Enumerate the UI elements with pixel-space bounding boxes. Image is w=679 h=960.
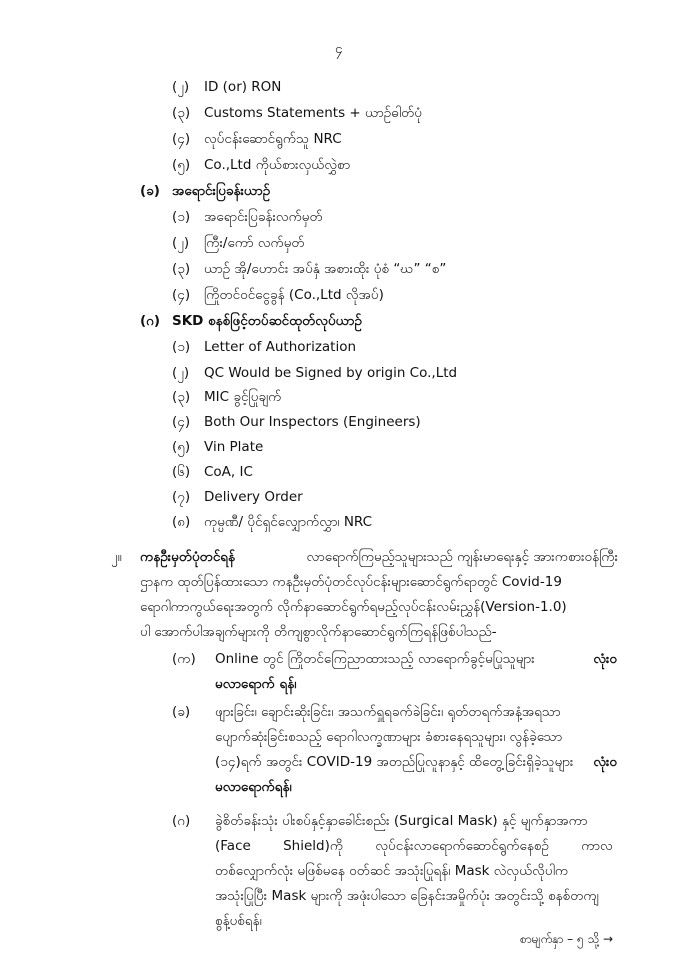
sub-item-line (215, 650, 617, 668)
page-footer (520, 930, 613, 948)
list-item-text: MIC ခွင့်ပြုချက် (204, 389, 282, 405)
sub-item-text: (၁၄)ရက် အတွင်း COVID-19 အတည်ပြုလူနာနှင့် ထိတွေ့ခြင်းရှိခဲ့သူများ (215, 754, 574, 770)
sub-item-line: စွန့်ပစ်ရန်၊ (215, 913, 262, 929)
list-item-number: (၅) (172, 157, 191, 173)
list-item-text: လုပ်ငန်းဆောင်ရွက်သူ NRC (204, 131, 342, 147)
sub-item-text: Online တွင် ကြိုတင်ကြေညာထားသည့် လာရောက်ခွင့်မပြုသူများ (215, 651, 535, 667)
page-number: ၄ (335, 41, 343, 57)
list-item-text: အရောင်းပြခန်းလက်မှတ် (204, 209, 323, 225)
list-item-number: (၂) (172, 235, 190, 251)
list-item-number: (၇) (172, 489, 191, 505)
sub-item-emphasis: လုံးဝ (593, 651, 617, 667)
list-item-number: (၁) (172, 209, 191, 225)
section-number: (ခ) (140, 183, 160, 199)
list-item-number: (၄) (172, 131, 191, 147)
sub-item-line (215, 753, 617, 771)
sub-item-number: (ခ) (172, 704, 191, 720)
paragraph-line: ရောဂါကာကွယ်ရေးအတွက် လိုက်နာဆောင်ရွက်ရမည့်လုပ်ငန်းလမ်းညွှန်(Version-1.0) (140, 599, 567, 615)
list-item-text: ကြိုတင်ဝင်ငွေခွန် (Co.,Ltd လိုအပ်) (204, 287, 384, 303)
paragraph-line (140, 548, 618, 566)
section-number: (ဂ) (140, 313, 161, 329)
paragraph-text: လာရောက်ကြမည့်သူများသည် ကျန်းမာရေးနှင့် အားကစားဝန်ကြီး (306, 549, 618, 565)
sub-item-number: (က) (172, 651, 196, 667)
sub-item-line: ခွဲစိတ်ခန်းသုံး ပါးစပ်နှင့်နှာခေါင်းစည်း (Surgical Mask) နှင့် မျက်နှာအကာ (215, 813, 588, 829)
list-item-text: CoA, IC (204, 464, 253, 480)
list-item-text: Vin Plate (204, 439, 264, 455)
list-item-text: Customs Statements + ယာဉ်ဓါတ်ပုံ (204, 105, 422, 121)
list-item-number: (၄) (172, 287, 191, 303)
list-item-number: (၃) (172, 389, 191, 405)
sub-item-text: (Face Shield)ကို လုပ်ငန်းလာရောက်ဆောင်ရွက်နေစဉ် ကာလ (215, 838, 613, 854)
sub-item-number: (ဂ) (172, 813, 191, 829)
list-item-text: QC Would be Signed by origin Co.,Ltd (204, 365, 458, 381)
list-item-text: ကုမ္ပဏီ/ ပိုင်ရှင်လျှောက်လွှာ၊ NRC (204, 514, 373, 530)
list-item-text: Both Our Inspectors (Engineers) (204, 414, 421, 430)
list-item-text: ID (or) RON (204, 79, 282, 95)
paragraph-number: ၂။ (111, 549, 122, 565)
list-item-number: (၂) (172, 79, 190, 95)
list-item-number: (၂) (172, 365, 190, 381)
list-item-text: ကြီး/ကော် လက်မှတ် (204, 235, 305, 251)
sub-item-line: ပျောက်ဆုံးခြင်းစသည့် ရောဂါလက္ခဏာများ ခံစားနေရသူများ၊ လွန်ခဲ့သော (215, 729, 563, 745)
sub-item-line (215, 837, 617, 855)
list-item-number: (၈) (172, 514, 191, 530)
list-item-number: (၄) (172, 414, 191, 430)
sub-item-emphasis: လုံးဝ (593, 754, 617, 770)
sub-item-emphasis: မလာရောက်ရန်၊ (215, 779, 292, 795)
paragraph-bold-lead: ကနဦးမှတ်ပုံတင်ရန် (140, 549, 236, 565)
sub-item-line: ဖျားခြင်း၊ ချောင်းဆိုးခြင်း၊ အသက်ရှူရခက်ခဲခြင်း၊ ရုတ်တရက်အနံ့အရသာ (215, 704, 561, 720)
list-item-text: Delivery Order (204, 489, 303, 505)
list-item-number: (၆) (172, 464, 191, 480)
section-title: SKD စနစ်ဖြင့်တပ်ဆင်ထုတ်လုပ်ယာဉ် (172, 313, 362, 329)
arrow-right-icon: → (602, 932, 613, 946)
list-item-text: Letter of Authorization (204, 339, 357, 355)
sub-item-emphasis: မလာရောက် ရန်၊ (215, 676, 297, 692)
section-title: အရောင်းပြခန်းယာဉ် (172, 183, 271, 199)
sub-item-line: အသုံးပြုပြီး Mask များကို အဖုံးပါသော ခြေနင်းအမှိုက်ပုံး အတွင်းသို့ စနစ်တကျ (215, 888, 599, 904)
paragraph-line: ဌာနက ထုတ်ပြန်ထားသော ကနဦးမှတ်ပုံတင်လုပ်ငန်းများဆောင်ရွက်ရာတွင် Covid-19 (140, 574, 562, 590)
list-item-number: (၃) (172, 105, 191, 121)
list-item-number: (၁) (172, 339, 191, 355)
list-item-text: ယာဉ် အို/ဟောင်း အပ်နှံ အစားထိုး ပုံစံ “ဃ” “စ” (204, 261, 447, 277)
paragraph-line: ပါ အောက်ပါအချက်များကို တိကျစွာလိုက်နာဆောင်ရွက်ကြရန်ဖြစ်ပါသည်- (140, 624, 497, 640)
sub-item-line: တစ်လျှောက်လုံး မဖြစ်မနေ ဝတ်ဆင် အသုံးပြုရန်၊ Mask လဲလှယ်လိုပါက (215, 863, 569, 879)
footer-continued-text: စာမျက်နှာ – ၅ သို့ (520, 932, 600, 946)
list-item-number: (၃) (172, 261, 191, 277)
list-item-number: (၅) (172, 439, 191, 455)
list-item-text: Co.,Ltd ကိုယ်စားလှယ်လွှဲစာ (204, 157, 351, 173)
